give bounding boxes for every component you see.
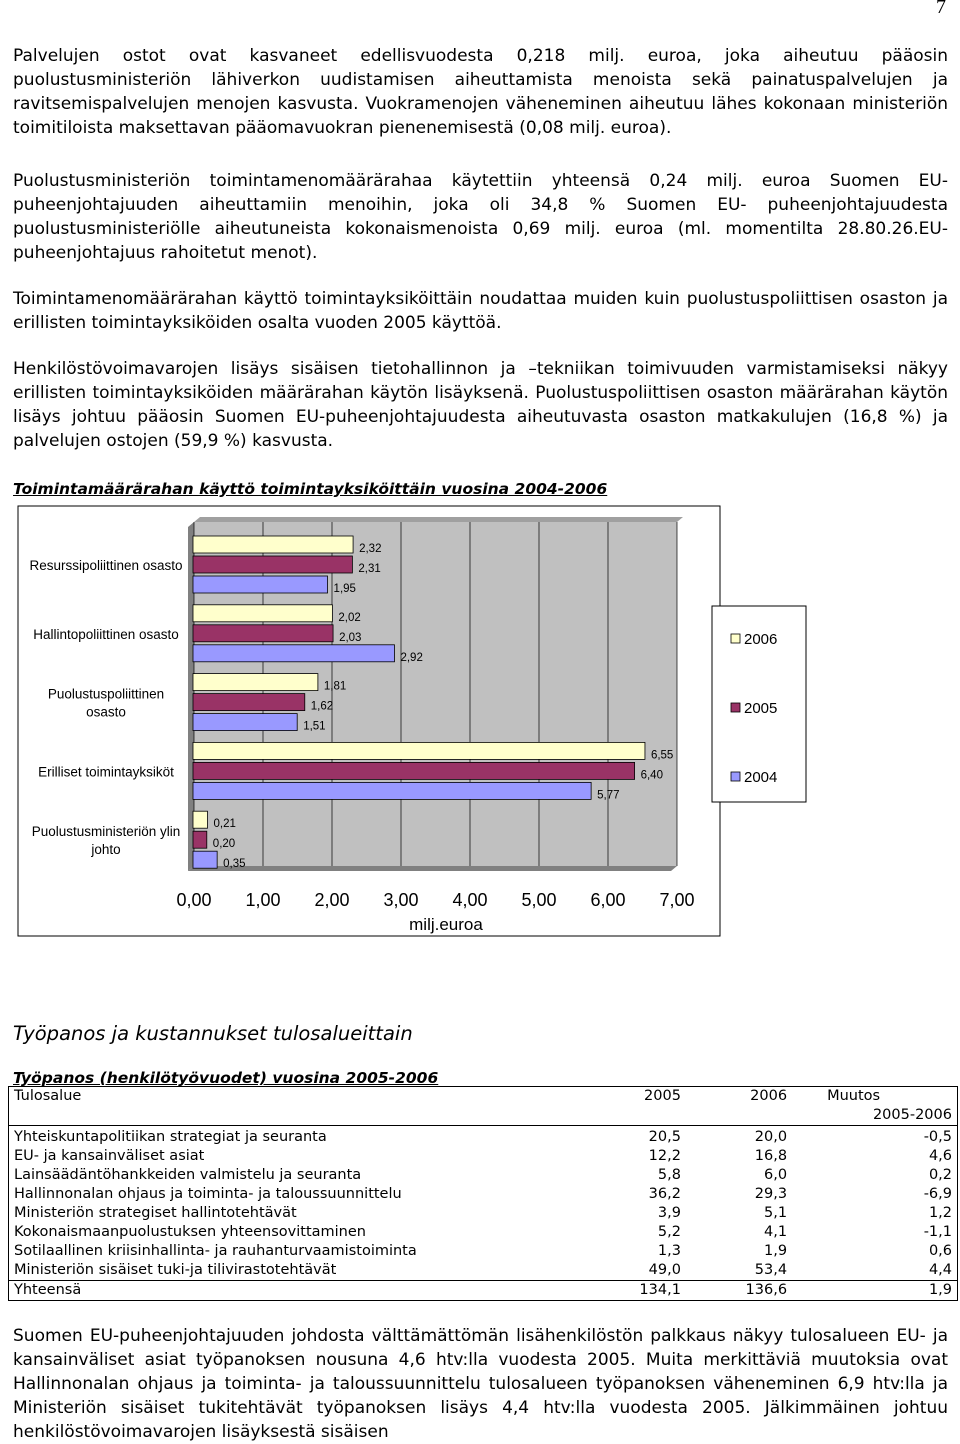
category-label: Resurssipoliittinen osasto [29,558,183,573]
table-cell: 1,3 [657,1243,681,1259]
table-cell: EU- ja kansainväliset asiat [9,1147,580,1166]
category-label: Puolustuspoliittinen [47,686,165,702]
table-cell: 134,1 [580,1281,686,1301]
bar-value-label: 2,31 [358,563,381,575]
table-row [9,1261,958,1281]
table-cell: 4,1 [764,1224,788,1240]
table-cell: 0,6 [792,1242,957,1261]
workload-table [8,1086,958,1301]
table-row [9,1166,958,1185]
table-cell: 20,0 [754,1129,788,1145]
legend-label: 2004 [744,769,778,786]
bar [193,605,332,622]
bar-value-label: 0,21 [213,818,236,831]
table-cell: -1,1 [792,1223,957,1242]
bar-value-label: 6,55 [650,749,674,762]
bar [193,811,207,828]
bar [193,831,207,848]
plot-floor-face [188,866,677,871]
bar-value-label: 1,62 [310,700,334,713]
bar-value-label: 0,20 [212,838,236,851]
x-tick-label: 1,00 [245,890,281,910]
table-row [9,1126,958,1148]
table-cell: -0,5 [792,1126,957,1148]
table-row [9,1185,958,1204]
bar-value-label: 1,51 [303,720,326,733]
table-cell: 5,8 [657,1167,681,1183]
table-header-cell: Tulosalue [9,1087,580,1126]
bar [193,714,297,731]
table-cell: 53,4 [754,1262,788,1278]
x-tick-label: 3,00 [383,890,419,910]
bar [193,742,645,759]
table-cell: Sotilaallinen kriisinhallinta- ja rauhanturvaamistoiminta [9,1242,580,1261]
table-cell: 4,4 [792,1261,957,1281]
table-header-cell: 2005 [580,1087,686,1126]
closing-paragraph: Suomen EU-puheenjohtajuuden johdosta välttämättömän lisähenkilöstön palkkaus näkyy tulosalueen EU- ja kansainväliset asiat työpanoksen nousuna 4,6 htv:lla vuodesta 2005. Muita merkittäviä muutoksia ovat Hallinnonalan ohjaus ja toiminta- ja taloussuunnittelu tulosalueen työpanoksen väheneminen 6,9 htv:lla ja Ministeriön sisäiset tukitehtävät työpanoksen lisäys 4,4 htv:lla vuodesta 2005. Jälkimmäinen johtuu henkilöstövoimavarojen lisäyksestä sisäisen [13,1326,948,1442]
legend [712,606,806,802]
table-row [9,1204,958,1223]
bar-value-label: 2,92 [400,651,423,664]
table-cell: Yhteiskuntapolitiikan strategiat ja seuranta [9,1126,580,1148]
table-row [9,1223,958,1242]
section-heading: Työpanos ja kustannukset tulosalueittain [13,1022,413,1045]
table-row [9,1242,958,1261]
table-cell: Lainsäädäntöhankkeiden valmistelu ja seuranta [9,1166,580,1185]
change-header-years: 2005-2006 [872,1107,952,1123]
table-cell: 1,9 [764,1243,788,1259]
x-tick-label: 0,00 [176,890,212,910]
table-cell: 49,0 [648,1262,681,1278]
x-axis-label: milj.euroa [409,915,483,934]
bar-value-label: 1,81 [323,680,347,693]
table-total-row [9,1281,958,1301]
x-tick-label: 4,00 [452,890,488,910]
table-cell: 6,0 [764,1167,788,1183]
table-cell: Yhteensä [9,1281,580,1301]
plot-area [176,517,694,910]
table-header-cell [792,1087,957,1126]
x-tick-label: 7,00 [659,890,695,910]
paragraph-eu-presidency: Puolustusministeriön toimintamenomäärärahaa käytettiin yhteensä 0,24 milj. euroa Suomen EU-puheenjohtajuuden aiheuttamiin menoihin, joka oli 34,8 % Suomen EU- puheenjohtajuudesta puolustusministeriölle aiheutuneista kokonaismenoista 0,69 milj. euroa (ml. momentilta 28.80.26.EU-puheenjohtajuus rahoitetut menot). [13,171,948,263]
table-cell: 5,1 [764,1205,788,1221]
category-label: Hallintopoliittinen osasto [33,626,179,642]
legend-swatch [731,703,740,712]
bar-chart [0,500,960,940]
bar [193,782,591,799]
table-cell: 0,2 [792,1166,957,1185]
x-tick-label: 5,00 [521,890,557,910]
legend-swatch [731,772,740,781]
chart-heading: Toimintamäärärahan käyttö toimintayksiköittäin vuosina 2004-2006 [13,480,608,498]
change-header-label: Muutos [827,1088,881,1104]
bar [193,576,328,593]
category-label: johto [91,842,121,858]
bar-value-label: 2,02 [338,611,361,624]
category-label: osasto [86,704,126,720]
bar-value-label: 2,32 [359,543,382,555]
legend-label: 2005 [744,700,778,717]
paragraph-staff-resources: Henkilöstövoimavarojen lisäys sisäisen tietohallinnon ja –tekniikan toimivuuden varmistamiseksi näkyy erillisten toimintayksiköiden määrärahan käytön lisäyksenä. Puolustuspoliittisen osaston määrärahan käytön lisäys johtuu pääosin Suomen EU-puheenjohtajuudesta aiheutuvasta osaston matkakulujen (16,8 %) ja palvelujen ostojen (59,9 %) kasvusta. [13,359,948,451]
table-cell: 1,9 [792,1281,957,1301]
plot-top-face [194,517,683,522]
bar [193,674,318,691]
table-cell: Ministeriön sisäiset tuki-ja tilivirastotehtävät [9,1261,580,1281]
bar-value-label: 5,77 [597,789,620,802]
legend-label: 2006 [744,631,778,648]
table-cell: 36,2 [648,1186,681,1202]
bar [193,556,352,573]
table-cell: 3,9 [657,1205,681,1221]
bar-value-label: 6,40 [640,769,663,782]
table-row [9,1147,958,1166]
table-cell: 16,8 [754,1148,788,1164]
table-cell: Ministeriön strategiset hallintotehtävät [9,1204,580,1223]
paragraph-unit-usage: Toimintamenomäärärahan käyttö toimintayksiköittäin noudattaa muiden kuin puolustuspoliittisen osaston ja erillisten toimintayksiköiden osalta vuoden 2005 käyttöä. [13,289,948,333]
table-header-cell: 2006 [686,1087,792,1126]
bar [193,762,635,779]
x-tick-label: 2,00 [314,890,350,910]
category-label: Erilliset toimintayksiköt [38,764,174,780]
table-cell: Hallinnonalan ohjaus ja toiminta- ja taloussuunnittelu [9,1185,580,1204]
bar [193,645,394,662]
table-cell: 1,2 [792,1204,957,1223]
x-tick-label: 6,00 [590,890,626,910]
table-cell: -6,9 [792,1185,957,1204]
table-cell: 4,6 [792,1147,957,1166]
table-cell: Kokonaismaanpuolustuksen yhteensovittaminen [9,1223,580,1242]
table-cell: 12,2 [648,1148,681,1164]
legend-swatch [731,634,740,643]
bar-value-label: 1,95 [333,583,356,595]
table-header-row [9,1087,958,1126]
bar [193,694,305,711]
table-cell: 136,6 [686,1281,792,1301]
bar [193,536,353,553]
table-cell: 29,3 [754,1186,788,1202]
page-number: 7 [936,0,946,18]
bar [193,851,217,868]
table-cell: 20,5 [648,1129,681,1145]
bar-value-label: 0,35 [223,858,246,871]
table-heading: Työpanos (henkilötyövuodet) vuosina 2005-2006 [13,1069,439,1087]
bar [193,625,333,642]
table-cell: 5,2 [657,1224,681,1240]
category-label: Puolustusministeriön ylin [31,824,181,840]
bar-value-label: 2,03 [339,631,362,644]
paragraph-purchases: Palvelujen ostot ovat kasvaneet edellisvuodesta 0,218 milj. euroa, joka aiheutuu pääosin puolustusministeriön lähiverkon uudistamisen aiheuttamista menoista sekä painatuspalvelujen ja ravitsemispalvelujen menojen kasvusta. Vuokramenojen väheneminen aiheutuu lähes kokonaan ministeriön toimitiloista maksettavan pääomavuokran pienenemisestä (0,08 milj. euroa). [13,46,948,138]
